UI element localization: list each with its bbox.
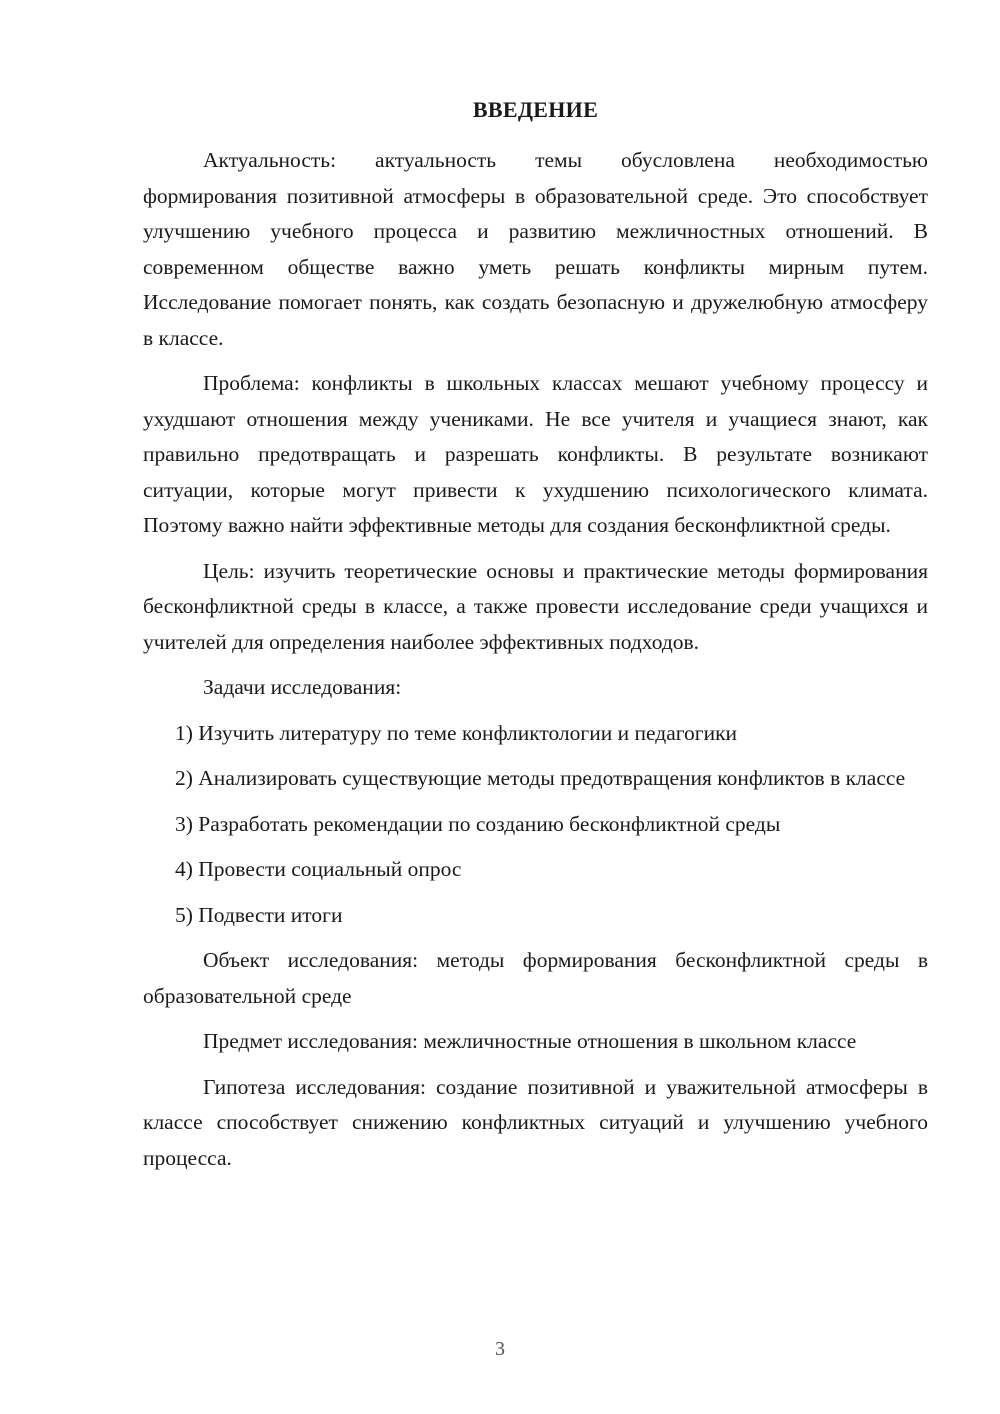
task-item-3: 3) Разработать рекомендации по созданию бесконфликтной среды bbox=[175, 811, 781, 836]
paragraph-subject: Предмет исследования: межличностные отношения в школьном классе bbox=[203, 1029, 857, 1053]
tasks-heading: Задачи исследования: bbox=[203, 675, 402, 699]
document-title: ВВЕДЕНИЕ bbox=[472, 97, 599, 122]
paragraph-object: Объект исследования: методы формирования бесконфликтной среды в образовательной среде bbox=[143, 948, 928, 1008]
paragraph-goal: Цель: изучить теоретические основы и практические методы формирования бесконфликтной среды в классе, а также провести исследование среди учащихся и учителей для определения наиболее эффективных подходов. bbox=[143, 558, 928, 654]
task-item-2: 2) Анализировать существующие методы предотвращения конфликтов в классе bbox=[175, 766, 906, 790]
task-item-4: 4) Провести социальный опрос bbox=[175, 857, 462, 881]
task-item-1: 1) Изучить литературу по теме конфликтологии и педагогики bbox=[175, 720, 738, 745]
paragraph-relevance: Актуальность: актуальность темы обусловлена необходимостью формирования позитивной атмосферы в образовательной среде. Это способствует улучшению учебного процесса и развитию межличностных отношений. В современном обществе важно уметь решать конфликты мирным путем. Исследование помогает понять, как создать безопасную и дружелюбную атмосферу в классе. bbox=[143, 148, 928, 350]
document-page bbox=[143, 95, 928, 1186]
task-item-5: 5) Подвести итоги bbox=[175, 902, 343, 927]
paragraph-problem: Проблема: конфликты в школьных классах мешают учебному процессу и ухудшают отношения между учениками. Не все учителя и учащиеся знают, как правильно предотвращать и разрешать конфликты. В результате возникают ситуации, которые могут привести к ухудшению психологического климата. Поэтому важно найти эффективные методы для создания бесконфликтной среды. bbox=[143, 371, 928, 537]
page-number: 3 bbox=[495, 1338, 505, 1360]
paragraph-hypothesis: Гипотеза исследования: создание позитивной и уважительной атмосферы в классе способствует снижению конфликтных ситуаций и улучшению учебного процесса. bbox=[143, 1074, 928, 1170]
